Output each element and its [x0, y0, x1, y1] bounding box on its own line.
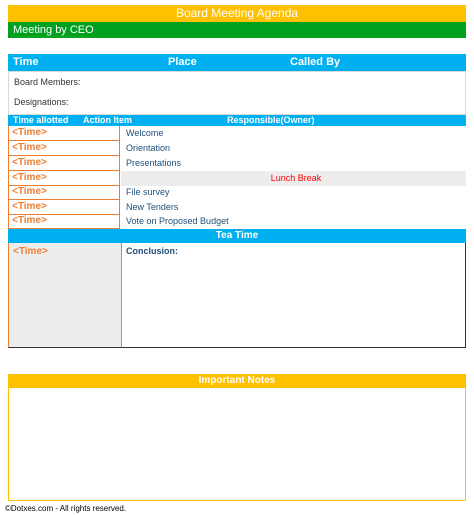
page-title: Board Meeting Agenda: [8, 5, 466, 22]
info-box: [8, 71, 466, 115]
agenda-item[interactable]: Welcome: [126, 128, 164, 138]
meeting-subtitle: Meeting by CEO: [8, 22, 466, 38]
time-allotted-header: Time allotted: [13, 115, 69, 125]
time-cell[interactable]: <Time>: [8, 126, 120, 141]
time-cell[interactable]: <Time>: [8, 185, 120, 200]
lunch-break-item[interactable]: Lunch Break: [121, 171, 466, 186]
tea-time-bar: Tea Time: [8, 229, 466, 243]
time-cell[interactable]: <Time>: [8, 156, 120, 171]
action-item-header: Action Item: [83, 115, 133, 125]
called-by-header: Called By: [290, 56, 341, 68]
agenda-item[interactable]: Orientation: [126, 143, 171, 153]
designations-label: Designations:: [14, 97, 69, 107]
lower-time-column[interactable]: [8, 243, 121, 348]
agenda-item[interactable]: File survey: [126, 187, 170, 197]
agenda-item[interactable]: Presentations: [126, 158, 182, 168]
agenda-item[interactable]: New Tenders: [126, 202, 179, 212]
responsible-header: Responsible(Owner): [227, 115, 315, 125]
board-members-label: Board Members:: [14, 77, 81, 87]
time-cell[interactable]: <Time>: [8, 200, 120, 215]
conclusion-label: Conclusion:: [126, 246, 178, 256]
time-cell[interactable]: <Time>: [8, 171, 120, 186]
lower-time-label: <Time>: [13, 246, 48, 257]
conclusion-area[interactable]: [121, 243, 466, 348]
time-header: Time: [13, 56, 39, 68]
time-cell[interactable]: <Time>: [8, 214, 120, 229]
table-header: [8, 115, 466, 126]
important-notes-box[interactable]: [8, 388, 466, 501]
important-notes-header: Important Notes: [8, 374, 466, 388]
copyright-footer: ©Dotxes.com - All rights reserved.: [5, 504, 127, 513]
place-header: Place: [168, 56, 197, 68]
info-header-row: [8, 54, 466, 71]
time-cell[interactable]: <Time>: [8, 141, 120, 156]
agenda-item[interactable]: Vote on Proposed Budget: [126, 216, 229, 226]
